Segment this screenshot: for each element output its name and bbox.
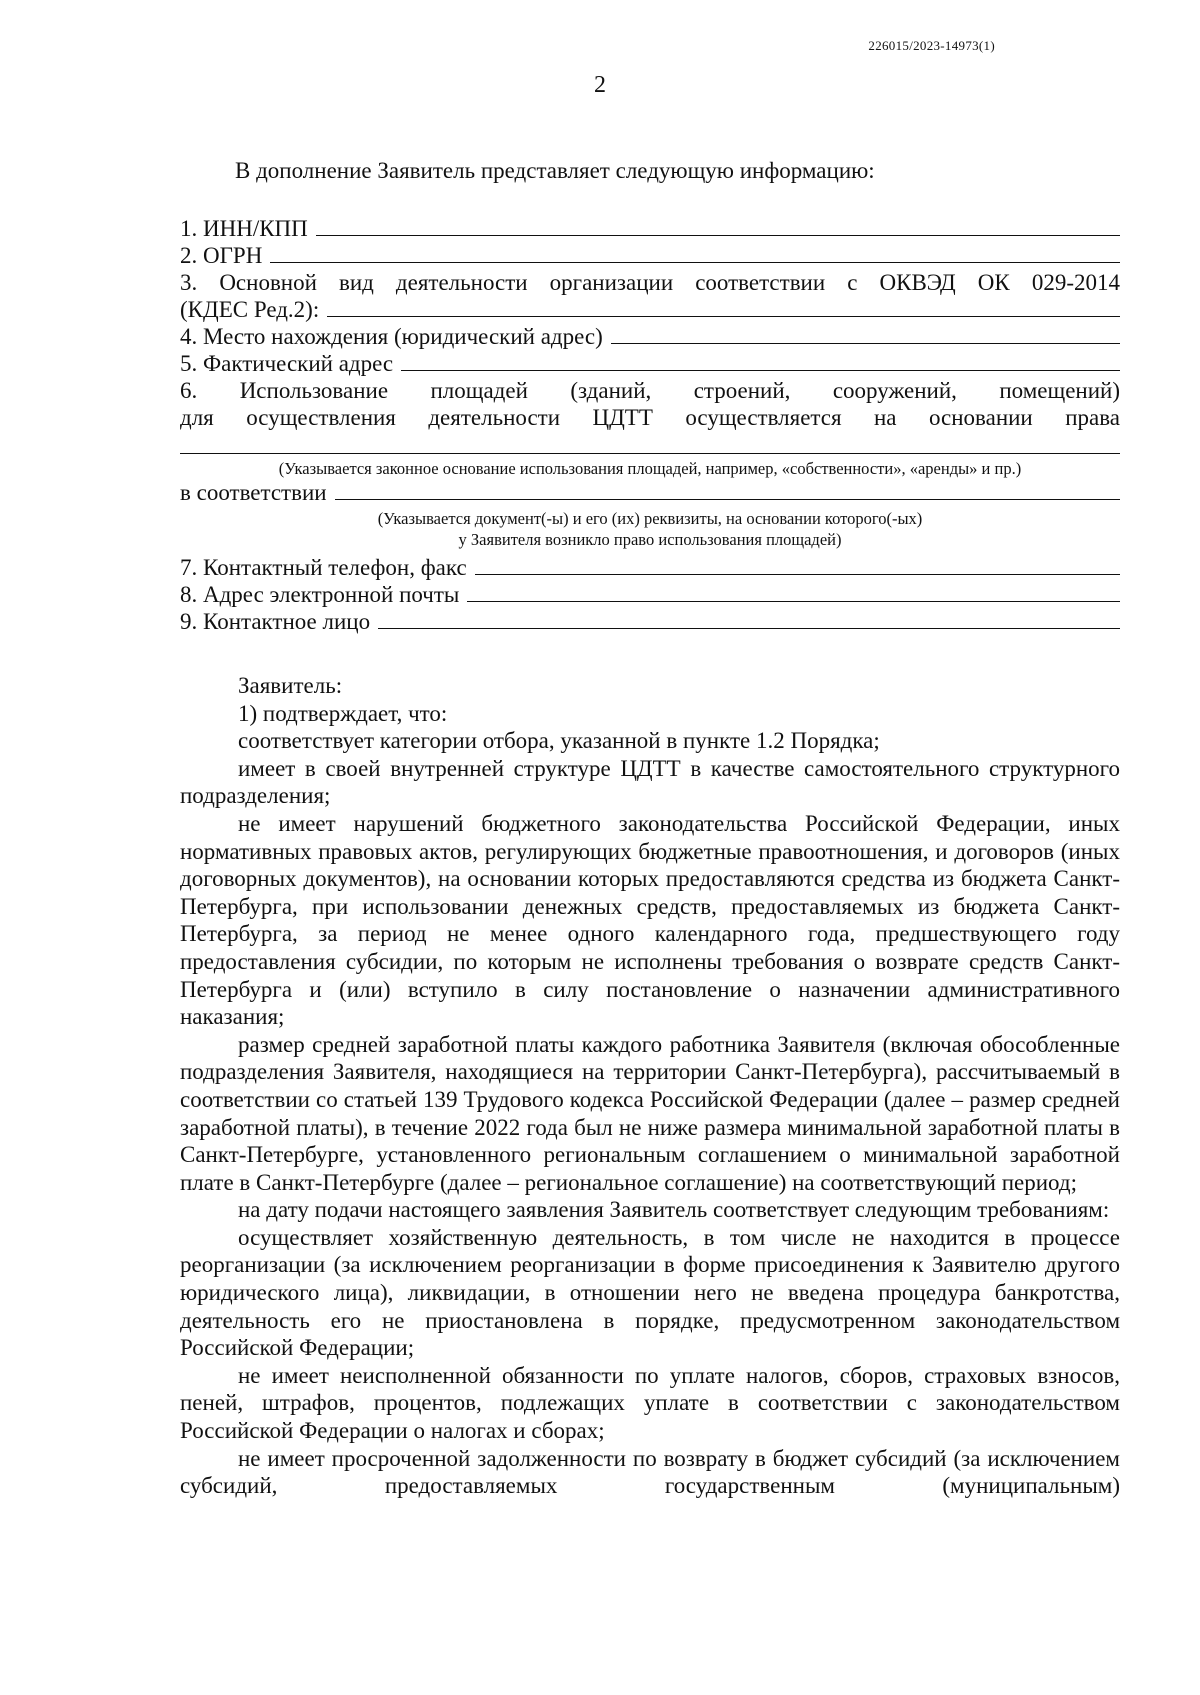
page-number: 2 xyxy=(594,72,606,98)
paragraph-subsidy-debt: не имеет просроченной задолженности по возврату в бюджет субсидий (за исключением субсидий, предоставляемых государственным (муниципальным) xyxy=(180,1445,1120,1499)
info-fields xyxy=(180,215,1120,635)
blank-line xyxy=(327,298,1120,317)
confirms-heading: 1) подтверждает, что: xyxy=(238,700,448,726)
declaration-body xyxy=(180,672,1120,1500)
document-note-line1: (Указывается документ(-ы) и его (их) реквизиты, на основании которого(-ых) xyxy=(377,509,923,528)
field-actual-address: 5. Фактический адрес xyxy=(180,350,1120,377)
paragraph-structure: имеет в своей внутренней структуре ЦДТТ в качестве самостоятельного структурного подразделения; xyxy=(180,755,1120,809)
field-legal-address: 4. Место нахождения (юридический адрес) xyxy=(180,323,1120,350)
field-okved: (КДЕС Ред.2): xyxy=(180,296,1120,323)
paragraph-taxes: не имеет неисполненной обязанности по уплате налогов, сборов, страховых взносов, пеней, штрафов, процентов, подлежащих уплате в соответствии с законодательством Российской Федерации о налогах и сборах; xyxy=(180,1362,1120,1444)
field-premises-line2: для осуществления деятельности ЦДТТ осуществляется на основании права xyxy=(180,405,1120,430)
field-in-accordance: в соответствии xyxy=(180,479,1120,506)
field-phone-fax: 7. Контактный телефон, факс xyxy=(180,554,1120,581)
premises-basis-note: (Указывается законное основание использования площадей, например, «собственности», «аренды» и пр.) xyxy=(278,459,1022,478)
premises-basis-line xyxy=(180,431,1120,454)
field-ogrn: 2. ОГРН xyxy=(180,242,1120,269)
field-inn-kpp: 1. ИНН/КПП xyxy=(180,215,1120,242)
blank-line xyxy=(401,352,1120,371)
document-number: 226015/2023-14973(1) xyxy=(868,38,995,53)
blank-line xyxy=(316,217,1120,236)
blank-line xyxy=(378,610,1120,629)
field-premises-line1: 6. Использование площадей (зданий, строений, сооружений, помещений) xyxy=(180,378,1120,403)
blank-line xyxy=(611,325,1120,344)
paragraph-average-salary: размер средней заработной платы каждого работника Заявителя (включая обособленные подразделения Заявителя, находящиеся на территории Санкт-Петербурга), рассчитываемый в соответствии со статьей 139 Трудового кодекса Российской Федерации (далее – размер средней заработной платы), в течение 2022 года был не ниже размера минимальной заработной платы в Санкт-Петербурге, установленного региональным соглашением о минимальной заработной плате в Санкт-Петербурге (далее – региональное соглашение) на соответствующий период; xyxy=(180,1031,1120,1195)
blank-line xyxy=(475,556,1120,575)
blank-line xyxy=(335,481,1120,500)
field-okved-label: 3. Основной вид деятельности организации соответствии с ОКВЭД ОК 029-2014 xyxy=(180,270,1120,295)
document-note-line2: у Заявителя возникло право использования площадей) xyxy=(458,530,842,549)
blank-line xyxy=(467,583,1120,602)
paragraph-category: соответствует категории отбора, указанной в пункте 1.2 Порядка; xyxy=(238,728,880,754)
intro-text: В дополнение Заявитель представляет следующую информацию: xyxy=(235,158,875,183)
blank-line xyxy=(270,244,1120,263)
paragraph-budget-violations: не имеет нарушений бюджетного законодательства Российской Федерации, иных нормативных правовых актов, регулирующих бюджетные правоотношения, и договоров (иных договорных документов), на основании которых предоставляются средства из бюджета Санкт-Петербурга, при использовании денежных средств, предоставляемых из бюджета Санкт-Петербурга, за период не менее одного календарного года, предшествующего году предоставления субсидии, по которым не исполнены требования о возврате средств Санкт-Петербурга и (или) вступило в силу постановление о назначении административного наказания; xyxy=(180,810,1120,1030)
paragraph-economic-activity: осуществляет хозяйственную деятельность, в том числе не находится в процессе реорганизации (за исключением реорганизации в форме присоединения к Заявителю другого юридического лица), ликвидации, в отношении него не введена процедура банкротства, деятельность его не приостановлена в порядке, предусмотренном законодательством Российской Федерации; xyxy=(180,1224,1120,1361)
paragraph-requirements-intro: на дату подачи настоящего заявления Заявитель соответствует следующим требованиям: xyxy=(238,1197,1110,1223)
field-contact-person: 9. Контактное лицо xyxy=(180,608,1120,635)
applicant-heading: Заявитель: xyxy=(238,673,343,698)
field-email: 8. Адрес электронной почты xyxy=(180,581,1120,608)
